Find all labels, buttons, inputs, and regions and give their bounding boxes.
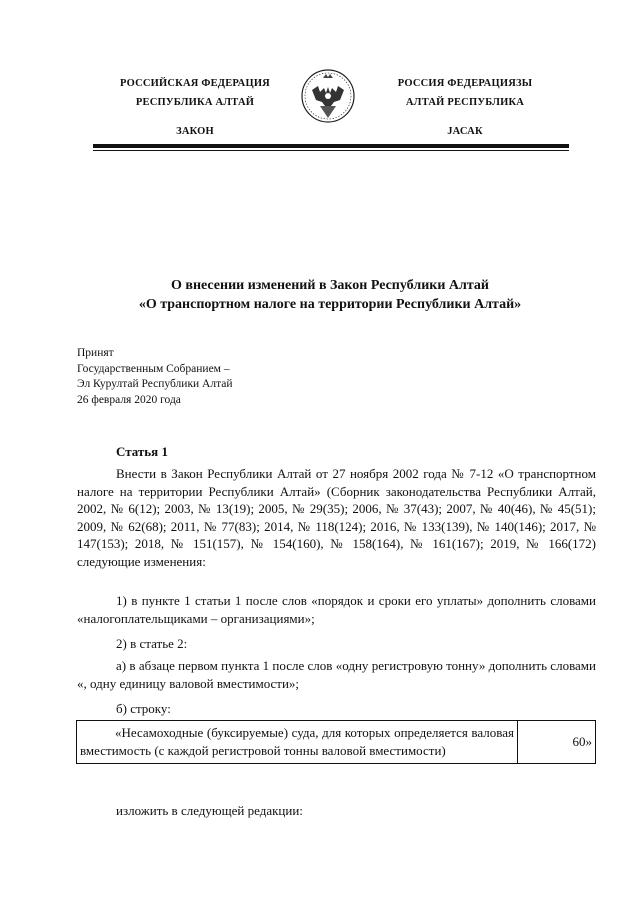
header-left-line2: РЕСПУБЛИКА АЛТАЙ [135, 97, 255, 108]
header-left [90, 74, 300, 141]
item1-text: 1) в пункте 1 статьи 1 после слов «порядок и сроки его уплаты» дополнить словами «налогоплательщиками – организациями»; [77, 593, 596, 626]
closing-text: изложить в следующей редакции: [116, 803, 303, 818]
header-right-line1: РОССИЯ ФЕДЕРАЦИЯЗЫ [397, 78, 533, 89]
table-row [77, 721, 596, 764]
table-cell-description: «Несамоходные (буксируемые) суда, для которых определяется валовая вместимость (с каждой регистровой тонны валовой вместимости) [77, 721, 518, 764]
header-right-law: JАСАК [447, 126, 483, 137]
item2b-text: б) строку: [116, 701, 171, 716]
adopted-date: 26 февраля 2020 года [77, 393, 181, 406]
item2a-text: а) в абзаце первом пункта 1 после слов «одну регистровую тонну» дополнить словами «, одну единицу валовой вместимости»; [77, 658, 596, 691]
article-intro-paragraph [77, 465, 596, 570]
item1-paragraph [77, 592, 596, 627]
table-cell-value: 60» [518, 721, 596, 764]
adopted-line1: Принят [77, 347, 114, 359]
header-right-line2: АЛТАЙ РЕСПУБЛИКА [405, 97, 525, 108]
article-heading: Статья 1 [116, 444, 168, 459]
header-left-line1: РОССИЙСКАЯ ФЕДЕРАЦИЯ [120, 78, 270, 89]
item2a-paragraph [77, 657, 596, 692]
header-rule-thin [93, 150, 569, 151]
item2-text: 2) в статье 2: [116, 636, 188, 651]
adopted-line3: Эл Курултай Республики Алтай [77, 378, 233, 390]
header-left-law: ЗАКОН [176, 126, 214, 137]
adopted-block [77, 346, 233, 408]
coat-of-arms-icon [300, 66, 356, 128]
rate-table [76, 720, 596, 764]
header-right [360, 74, 570, 141]
adopted-line2: Государственным Собранием – [77, 362, 230, 375]
law-title [60, 276, 600, 314]
law-title-line2: «О транспортном налоге на территории Республики Алтай» [138, 297, 522, 312]
header-rule-thick [93, 144, 569, 148]
item2-paragraph [77, 635, 596, 653]
law-title-line1: О внесении изменений в Закон Республики Алтай [171, 278, 489, 293]
article-intro-text: Внести в Закон Республики Алтай от 27 ноября 2002 года № 7-12 «О транспортном налоге на территории Республики Алтай» (Сборник законодательства Республики Алтай, 2002, № 6(12); 2003, № 13(19); 2005, № 29(35); 2006, № 37(43); 2007, № 40(46), № 45(51); 2009, № 62(68); 2011, № 77(83); 2014, № 118(124); 2016, № 133(139), № 140(146); 2017, № 147(153); 2018, № 151(157), № 154(160), № 158(164), № 161(167); 2019, № 166(172) следующие изменения: [77, 466, 596, 569]
item2b-paragraph [77, 700, 596, 718]
